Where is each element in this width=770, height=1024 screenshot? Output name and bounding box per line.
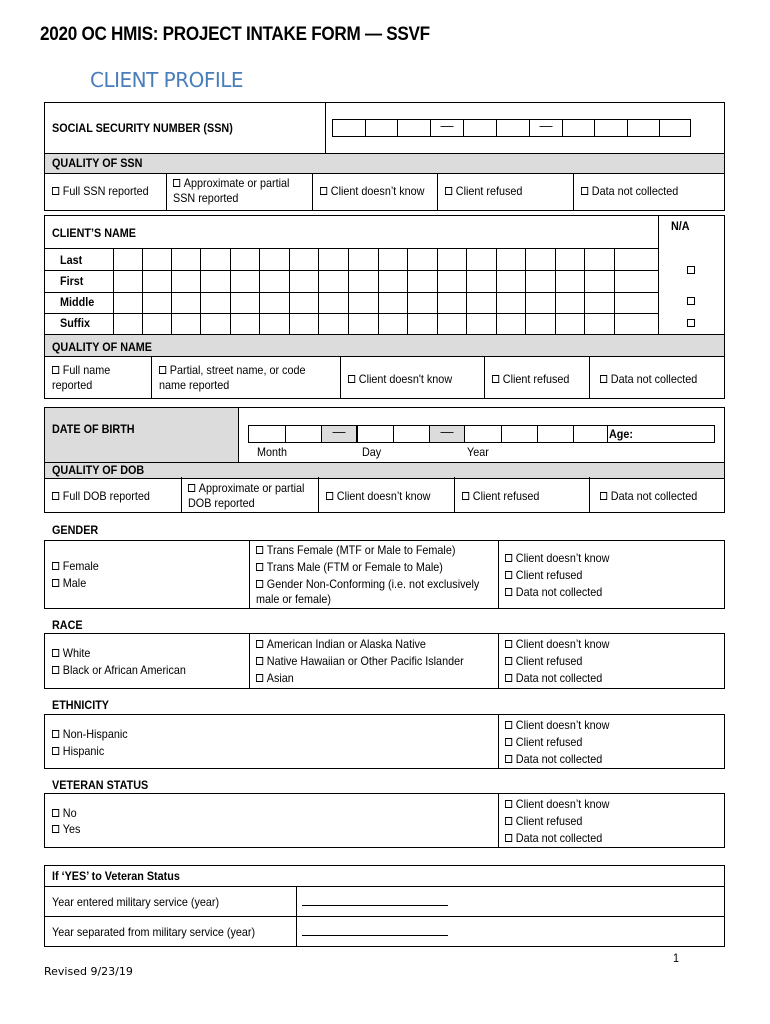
ssn-label: SOCIAL SECURITY NUMBER (SSN) <box>52 121 233 135</box>
checkbox-icon[interactable] <box>159 366 166 374</box>
form-title: 2020 OC HMIS: PROJECT INTAKE FORM — SSVF <box>40 24 430 45</box>
checkbox-icon[interactable] <box>505 800 512 808</box>
name-option-not-collected[interactable]: Data not collected <box>600 372 697 387</box>
ethnicity-option-dont-know[interactable]: Client doesn’t know <box>505 718 609 733</box>
name-option-partial[interactable]: Partial, street name, or code name reported <box>159 363 306 392</box>
gender-label: GENDER <box>52 523 99 537</box>
gender-option-female[interactable]: Female <box>52 559 99 574</box>
section-title: CLIENT PROFILE <box>90 68 244 92</box>
dob-option-not-collected[interactable]: Data not collected <box>600 489 697 504</box>
race-label: RACE <box>52 618 83 632</box>
checkbox-icon[interactable] <box>52 187 59 195</box>
checkbox-icon[interactable] <box>600 492 607 500</box>
checkbox-icon[interactable] <box>462 492 469 500</box>
race-option-black[interactable]: Black or African American <box>52 663 186 678</box>
ethnicity-option-refused[interactable]: Client refused <box>505 735 582 750</box>
veteran-section <box>44 793 725 848</box>
veteran-option-refused[interactable]: Client refused <box>505 814 582 829</box>
na-label: N/A <box>671 219 690 233</box>
checkbox-icon[interactable] <box>505 657 512 665</box>
gender-option-dont-know[interactable]: Client doesn’t know <box>505 551 609 566</box>
year-entered-label: Year entered military service (year) <box>52 895 220 909</box>
checkbox-icon[interactable] <box>348 375 355 383</box>
gender-option-male[interactable]: Male <box>52 576 86 591</box>
quality-name-label: QUALITY OF NAME <box>52 340 153 354</box>
checkbox-icon[interactable] <box>52 562 59 570</box>
year-separated-label: Year separated from military service (year) <box>52 925 256 939</box>
ssn-dash: — <box>539 118 553 133</box>
checkbox-icon[interactable] <box>52 649 59 657</box>
gender-option-non-conforming[interactable]: Gender Non-Conforming (i.e. not exclusively male or female) <box>256 577 480 606</box>
dob-option-dont-know[interactable]: Client doesn’t know <box>326 489 430 504</box>
name-option-full[interactable]: Full name reported <box>52 363 111 392</box>
checkbox-icon[interactable] <box>256 563 263 571</box>
na-checkbox-first[interactable] <box>687 266 695 274</box>
checkbox-icon[interactable] <box>256 657 263 665</box>
military-header: If ‘YES’ to Veteran Status <box>52 869 180 883</box>
checkbox-icon[interactable] <box>188 484 195 492</box>
race-option-white[interactable]: White <box>52 646 90 661</box>
checkbox-icon[interactable] <box>505 817 512 825</box>
year-separated-input[interactable] <box>302 935 448 936</box>
checkbox-icon[interactable] <box>52 730 59 738</box>
ethnicity-section <box>44 714 725 769</box>
checkbox-icon[interactable] <box>320 187 327 195</box>
checkbox-icon[interactable] <box>505 674 512 682</box>
quality-ssn-label: QUALITY OF SSN <box>52 156 143 170</box>
checkbox-icon[interactable] <box>600 375 607 383</box>
ssn-dash: — <box>440 118 454 133</box>
checkbox-icon[interactable] <box>505 738 512 746</box>
ethnicity-option-non-hispanic[interactable]: Non-Hispanic <box>52 727 128 742</box>
race-option-asian[interactable]: Asian <box>256 671 294 686</box>
checkbox-icon[interactable] <box>505 640 512 648</box>
name-row-last: Last <box>60 253 83 267</box>
name-row-first: First <box>60 274 84 288</box>
checkbox-icon[interactable] <box>445 187 452 195</box>
checkbox-icon[interactable] <box>52 492 59 500</box>
ssn-option-full[interactable]: Full SSN reported <box>52 184 149 199</box>
veteran-label: VETERAN STATUS <box>52 778 149 792</box>
checkbox-icon[interactable] <box>256 640 263 648</box>
day-label: Day <box>362 445 382 459</box>
checkbox-icon[interactable] <box>256 546 263 554</box>
ethnicity-option-not-collected[interactable]: Data not collected <box>505 752 602 767</box>
na-checkbox-middle[interactable] <box>687 297 695 305</box>
checkbox-icon[interactable] <box>52 579 59 587</box>
checkbox-icon[interactable] <box>505 755 512 763</box>
checkbox-icon[interactable] <box>256 674 263 682</box>
name-option-dont-know[interactable]: Client doesn't know <box>348 372 452 387</box>
gender-option-not-collected[interactable]: Data not collected <box>505 585 602 600</box>
name-label: CLIENT’S NAME <box>52 226 137 240</box>
year-label: Year <box>467 445 489 459</box>
checkbox-icon[interactable] <box>505 834 512 842</box>
year-entered-input[interactable] <box>302 905 448 906</box>
ssn-option-refused[interactable]: Client refused <box>445 184 522 199</box>
name-row-middle: Middle <box>60 295 95 309</box>
dob-label: DATE OF BIRTH <box>52 422 135 436</box>
dob-dash: — <box>332 424 346 439</box>
dob-option-full[interactable]: Full DOB reported <box>52 489 150 504</box>
name-row-suffix: Suffix <box>60 316 91 330</box>
checkbox-icon[interactable] <box>505 571 512 579</box>
name-option-refused[interactable]: Client refused <box>492 372 569 387</box>
checkbox-icon[interactable] <box>173 179 180 187</box>
race-option-dont-know[interactable]: Client doesn’t know <box>505 637 609 652</box>
race-option-not-collected[interactable]: Data not collected <box>505 671 602 686</box>
checkbox-icon[interactable] <box>581 187 588 195</box>
gender-option-trans-female[interactable]: Trans Female (MTF or Male to Female) <box>256 543 455 558</box>
revised-date: Revised 9/23/19 <box>44 965 133 978</box>
ssn-option-approx[interactable]: Approximate or partial SSN reported <box>173 176 290 205</box>
checkbox-icon[interactable] <box>326 492 333 500</box>
ethnicity-option-hispanic[interactable]: Hispanic <box>52 744 104 759</box>
checkbox-icon[interactable] <box>505 721 512 729</box>
dob-input[interactable] <box>248 425 715 443</box>
gender-option-trans-male[interactable]: Trans Male (FTM or Female to Male) <box>256 560 443 575</box>
veteran-option-no[interactable]: No <box>52 806 77 821</box>
veteran-option-dont-know[interactable]: Client doesn’t know <box>505 797 609 812</box>
ssn-input[interactable] <box>332 119 691 137</box>
checkbox-icon[interactable] <box>52 825 59 833</box>
checkbox-icon[interactable] <box>505 588 512 596</box>
race-option-american-indian[interactable]: American Indian or Alaska Native <box>256 637 426 652</box>
veteran-option-yes[interactable]: Yes <box>52 822 80 837</box>
gender-option-refused[interactable]: Client refused <box>505 568 582 583</box>
ssn-option-dont-know[interactable]: Client doesn’t know <box>320 184 424 199</box>
age-label: Age: <box>609 427 634 441</box>
race-option-refused[interactable]: Client refused <box>505 654 582 669</box>
dob-option-approx[interactable]: Approximate or partial DOB reported <box>188 481 305 510</box>
checkbox-icon[interactable] <box>52 366 59 374</box>
checkbox-icon[interactable] <box>52 809 59 817</box>
checkbox-icon[interactable] <box>52 747 59 755</box>
dob-dash: — <box>440 424 454 439</box>
checkbox-icon[interactable] <box>492 375 499 383</box>
checkbox-icon[interactable] <box>256 580 263 588</box>
checkbox-icon[interactable] <box>52 666 59 674</box>
checkbox-icon[interactable] <box>505 554 512 562</box>
page-number: 1 <box>673 951 680 965</box>
na-checkbox-suffix[interactable] <box>687 319 695 327</box>
dob-option-refused[interactable]: Client refused <box>462 489 539 504</box>
veteran-option-not-collected[interactable]: Data not collected <box>505 831 602 846</box>
month-label: Month <box>257 445 288 459</box>
quality-dob-label: QUALITY OF DOB <box>52 463 145 477</box>
ethnicity-label: ETHNICITY <box>52 698 110 712</box>
ssn-option-not-collected[interactable]: Data not collected <box>581 184 678 199</box>
race-option-native-hawaiian[interactable]: Native Hawaiian or Other Pacific Islander <box>256 654 464 669</box>
